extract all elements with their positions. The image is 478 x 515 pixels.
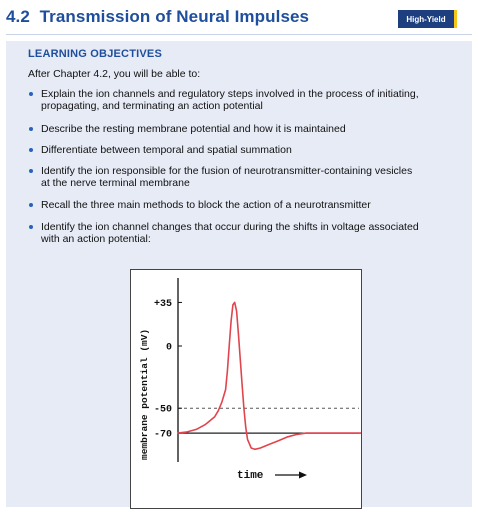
learning-objectives-box [6, 41, 472, 507]
section-title [6, 7, 309, 27]
y-tick-label: -50 [153, 404, 172, 416]
objective-line: propagating, and terminating an action potential [41, 100, 263, 112]
objective-line: with an action potential: [41, 233, 151, 245]
objectives-intro: After Chapter 4.2, you will be able to: [28, 68, 201, 80]
list-item [41, 144, 461, 156]
objective-line: Describe the resting membrane potential and how it is maintained [41, 123, 346, 135]
objective-line: Identify the ion channel changes that occur during the shifts in voltage associated [41, 221, 419, 233]
section-number: 4.2 [6, 7, 30, 26]
list-item [41, 221, 461, 245]
bullet-icon [29, 225, 33, 229]
list-item [41, 123, 461, 135]
y-tick-label: 0 [165, 342, 172, 354]
objective-line: Explain the ion channels and regulatory steps involved in the process of initiating, [41, 88, 419, 100]
learning-objectives-heading: LEARNING OBJECTIVES [28, 48, 162, 60]
y-axis-label: membrane potential (mV) [139, 328, 150, 460]
y-tick-label: +35 [153, 298, 172, 310]
time-arrow-icon [275, 472, 307, 479]
action-potential-curve [178, 302, 361, 449]
objective-line: at the nerve terminal membrane [41, 177, 190, 189]
badge-accent-edge [454, 10, 457, 28]
title-divider [6, 34, 472, 35]
bullet-icon [29, 169, 33, 173]
bullet-icon [29, 203, 33, 207]
list-item [41, 199, 461, 211]
y-tick-label: -70 [153, 429, 172, 441]
bullet-icon [29, 127, 33, 131]
action-potential-figure [130, 269, 362, 509]
bullet-icon [29, 92, 33, 96]
high-yield-badge: High-Yield [398, 10, 454, 28]
chart-layer [154, 278, 361, 462]
objective-line: Identify the ion responsible for the fusion of neurotransmitter-containing vesicles [41, 165, 413, 177]
objective-line: Recall the three main methods to block the action of a neurotransmitter [41, 199, 371, 211]
objective-line: Differentiate between temporal and spatial summation [41, 144, 292, 156]
x-axis-label: time [237, 470, 264, 482]
list-item [41, 88, 461, 112]
list-item [41, 165, 461, 189]
section-header [0, 0, 478, 36]
section-title-text: Transmission of Neural Impulses [39, 7, 310, 26]
bullet-icon [29, 148, 33, 152]
action-potential-chart [131, 270, 361, 508]
